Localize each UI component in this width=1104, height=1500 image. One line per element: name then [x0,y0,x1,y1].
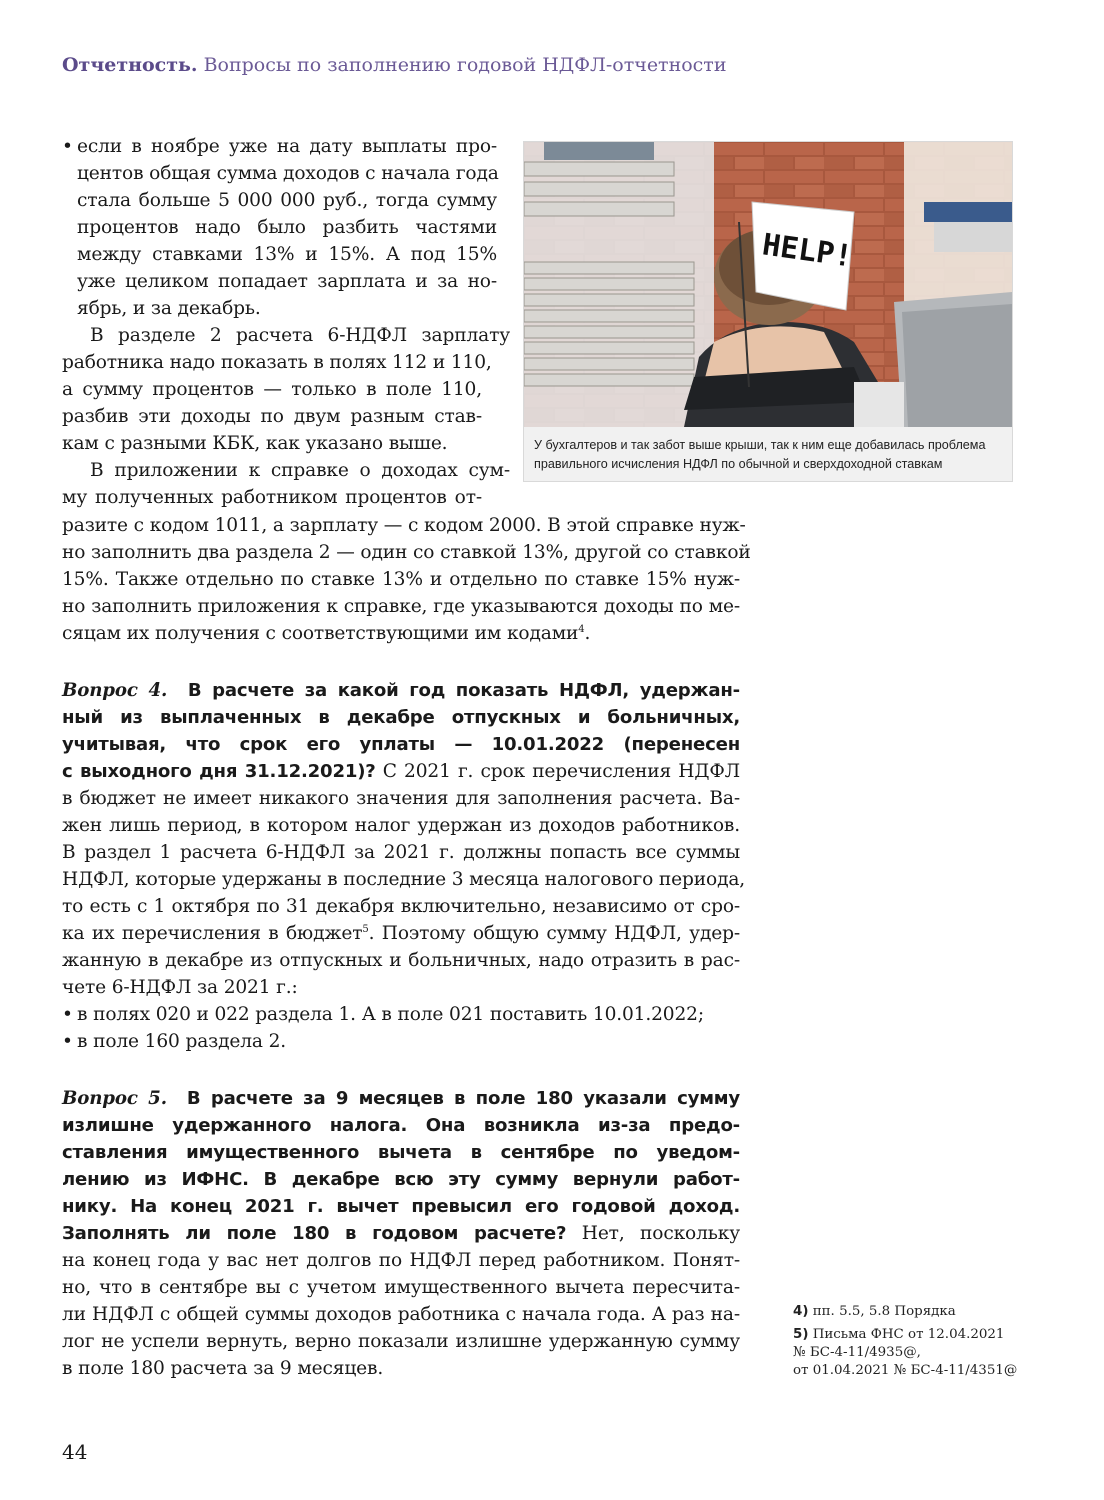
text-line: 15%. Также отдельно по ставке 13% и отдельно по ставке 15% нуж- [62,569,740,590]
text-line: • если в ноябре уже на дату выплаты про- [62,133,497,160]
section-title: Вопросы по заполнению годовой НДФЛ-отчетности [203,54,727,76]
text-line: между ставками 13% и 15%. А под 15% [77,244,497,265]
text-line: но заполнить приложения к справке, где указываются доходы по ме- [62,596,740,617]
text-line: то есть с 1 октября по 31 декабря включительно, независимо от сро- [62,896,740,917]
text-line: В приложении к справке о доходах сум- [90,460,510,481]
question-5-line: ставления имущественного вычета в сентябре по уведом- [62,1142,740,1163]
list-item: • в поле 160 раздела 2. [62,1031,287,1052]
page-number: 44 [62,1440,88,1464]
question-4-line: с выходного дня 31.12.2021)? С 2021 г. срок перечисления НДФЛ [62,761,740,782]
text-line: центов общая сумма доходов с начала года [77,163,499,184]
question-4-line: ный из выплаченных в декабре отпускных и больничных, [62,707,740,728]
figure-caption [534,436,1004,474]
question-5-line: излишне удержанного налога. Она возникла из-за предо- [62,1115,740,1136]
text-line: ябрь, и за декабрь. [77,298,261,319]
text-line: на конец года у вас нет долгов по НДФЛ перед работником. Понят- [62,1250,740,1271]
text-line: разите с кодом 1011, а зарплату — с кодом 2000. В этой справке нуж- [62,515,746,536]
text-line: сяцам их получения с соответствующими им кодами$^4$. [62,623,591,644]
photo-help-accountant [524,142,1012,427]
bullet: • [62,136,73,157]
text-line: ка их перечисления в бюджет$^5$. Поэтому общую сумму НДФЛ, удер- [62,923,740,944]
section-name: Отчетность. [62,54,198,76]
footnote-5-line: от 01.04.2021 № БС-4-11/4351@ [793,1363,1018,1378]
question-5-line: лению из ИФНС. В декабре всю эту сумму вернули работ- [62,1169,740,1190]
text-line: кам с разными КБК, как указано выше. [62,433,448,454]
text-line: работника надо показать в полях 112 и 110, [62,352,492,373]
text-line: стала больше 5 000 000 руб., тогда сумму [77,190,497,211]
footnote-5-line: № БС-4-11/4935@, [793,1345,921,1360]
text-line: ли НДФЛ с общей суммы доходов работника с начала года. А раз на- [62,1304,740,1325]
question-5-line: Вопрос 5. В расчете за 9 месяцев в поле 180 указали сумму [62,1088,740,1109]
caption-line: правильного исчисления НДФЛ по обычной и сверхдоходной ставкам [534,457,943,471]
text-line: жанную в декабре из отпускных и больничных, надо отразить в рас- [62,950,740,971]
footnote-ref: 4 [578,623,585,635]
footnote-ref: 5 [362,923,369,935]
figure [523,141,1013,482]
footnote-5: 5) Письма ФНС от 12.04.2021 [793,1327,1005,1342]
question-4-line: Вопрос 4. В расчете за какой год показать НДФЛ, удержан- [62,680,740,701]
question-4-line: учитывая, что срок его уплаты — 10.01.2022 (перенесен [62,734,740,755]
text-line: му полученных работником процентов от- [62,487,482,508]
text-line: уже целиком попадает зарплата и за но- [77,271,497,292]
text-line: в поле 180 расчета за 9 месяцев. [62,1358,384,1379]
text-line: но, что в сентябре вы с учетом имущественного вычета пересчита- [62,1277,740,1298]
question-5-line: нику. На конец 2021 г. вычет превысил его годовой доход. [62,1196,740,1217]
list-item: • в полях 020 и 022 раздела 1. А в поле 021 поставить 10.01.2022; [62,1004,704,1025]
question-label: Вопрос 5. [62,1088,167,1109]
text-line: НДФЛ, которые удержаны в последние 3 месяца налогового периода, [62,869,746,890]
text-line: но заполнить два раздела 2 — один со ставкой 13%, другой со ставкой [62,542,751,563]
text-line: а сумму процентов — только в поле 110, [62,379,482,400]
text-line: В раздел 1 расчета 6-НДФЛ за 2021 г. должны попасть все суммы [62,842,740,863]
text-line: лог не успели вернуть, верно показали излишне удержанную сумму [62,1331,740,1352]
text-line: процентов надо было разбить частями [77,217,497,238]
running-head [62,54,727,76]
text-line: В разделе 2 расчета 6-НДФЛ зарплату [90,325,510,346]
question-5-line: Заполнять ли поле 180 в годовом расчете? Нет, поскольку [62,1223,740,1244]
caption-line: У бухгалтеров и так забот выше крыши, так к ним еще добавилась проблема [534,438,986,452]
question-label: Вопрос 4. [62,680,168,701]
footnote-4: 4) пп. 5.5, 5.8 Порядка [793,1304,956,1319]
text-line: чете 6-НДФЛ за 2021 г.: [62,977,298,998]
text-line: разбив эти доходы по двум разным став- [62,406,482,427]
text-line: в бюджет не имеет никакого значения для заполнения расчета. Ва- [62,788,740,809]
text-line: жен лишь период, в котором налог удержан из доходов работников. [62,815,740,836]
sign-text: HELP! [760,227,855,275]
